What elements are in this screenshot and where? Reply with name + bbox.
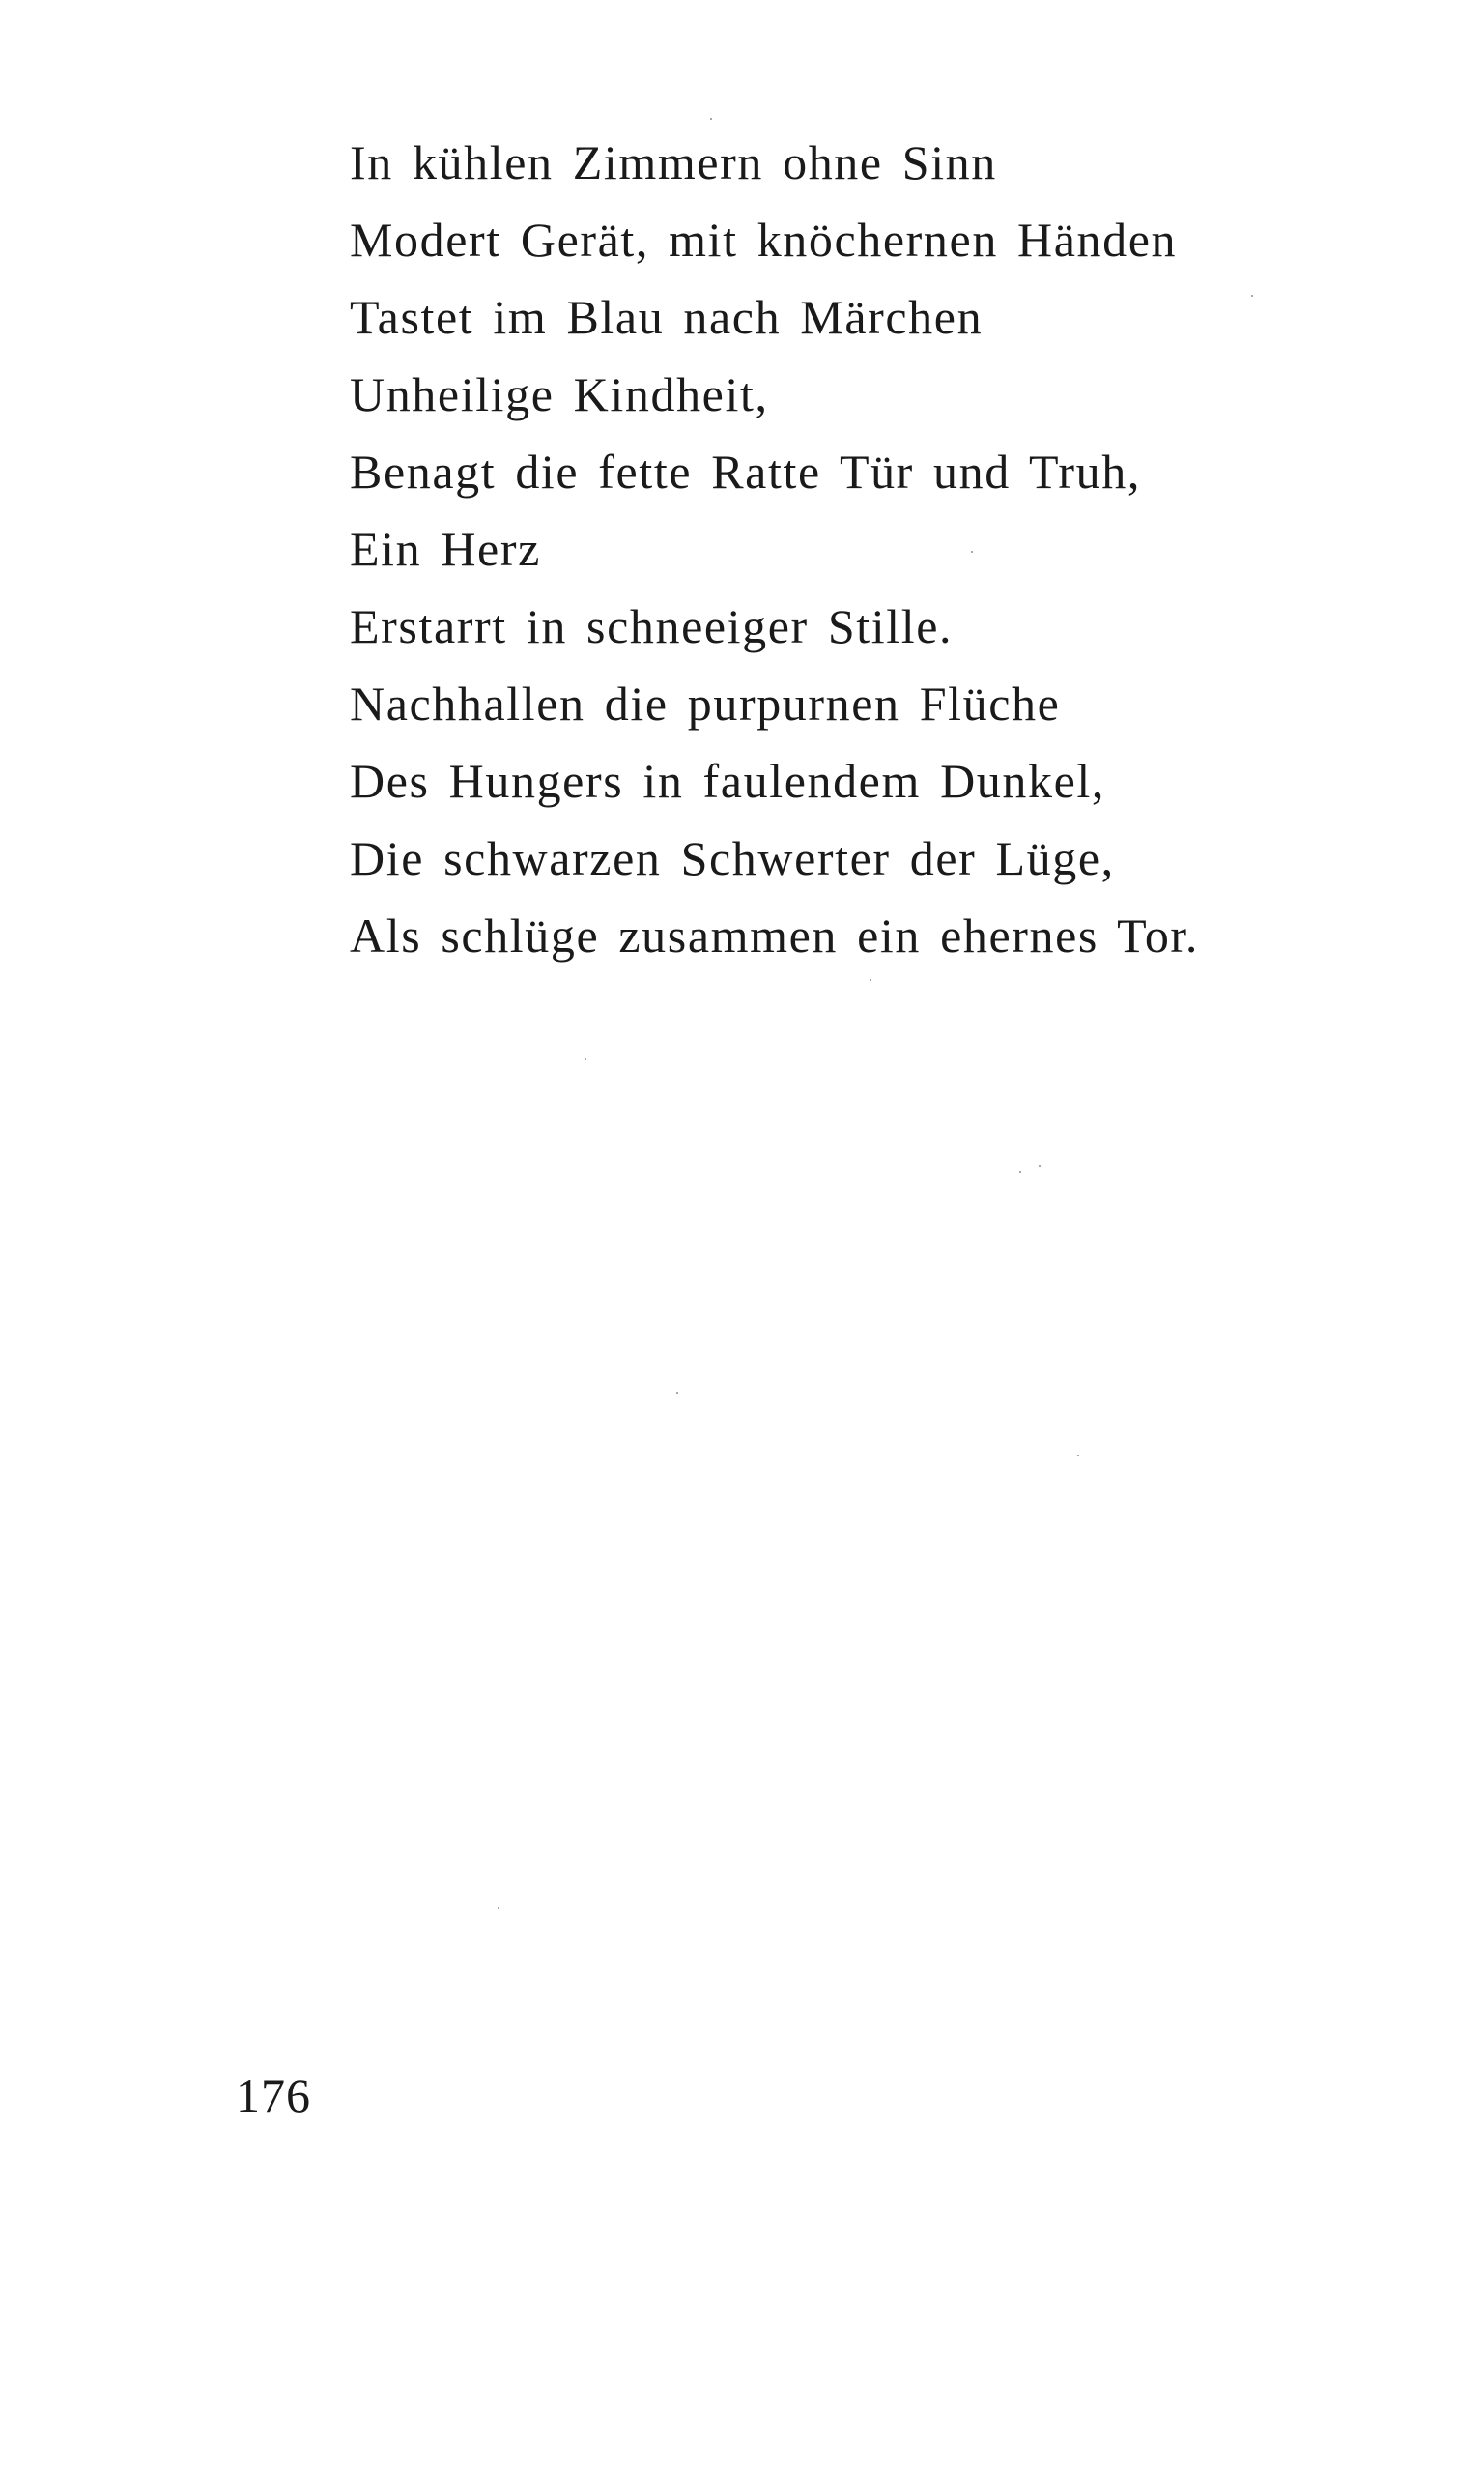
scan-speck [971,551,973,553]
scan-speck [676,1392,678,1394]
poem-line: In kühlen Zimmern ohne Sinn [350,135,997,189]
scan-speck [1251,295,1253,297]
scan-speck [1039,1165,1041,1167]
scan-speck [1019,1171,1021,1173]
scan-speck [1077,1455,1079,1456]
poem-line: Erstarrt in schneeiger Stille. [350,599,954,653]
scan-speck [498,1907,499,1909]
scan-speck [585,1058,586,1060]
poem-line: Ein Herz [350,522,541,576]
scan-speck [870,979,871,981]
poem-line: Die schwarzen Schwerter der Lüge, [350,831,1115,885]
page-number: 176 [236,2068,311,2122]
scan-speck [710,118,712,120]
poem-line: Nachhallen die purpurnen Flüche [350,677,1061,731]
poem-line: Als schlüge zusammen ein ehernes Tor. [350,908,1200,963]
poem-line: Tastet im Blau nach Märchen [350,290,984,344]
poem-line: Modert Gerät, mit knöchernen Händen [350,213,1178,267]
poem-stanza [350,124,1199,974]
poem-line: Unheilige Kindheit, [350,367,769,421]
poem-line: Benagt die fette Ratte Tür und Truh, [350,445,1141,499]
poem-line: Des Hungers in faulendem Dunkel, [350,754,1105,808]
